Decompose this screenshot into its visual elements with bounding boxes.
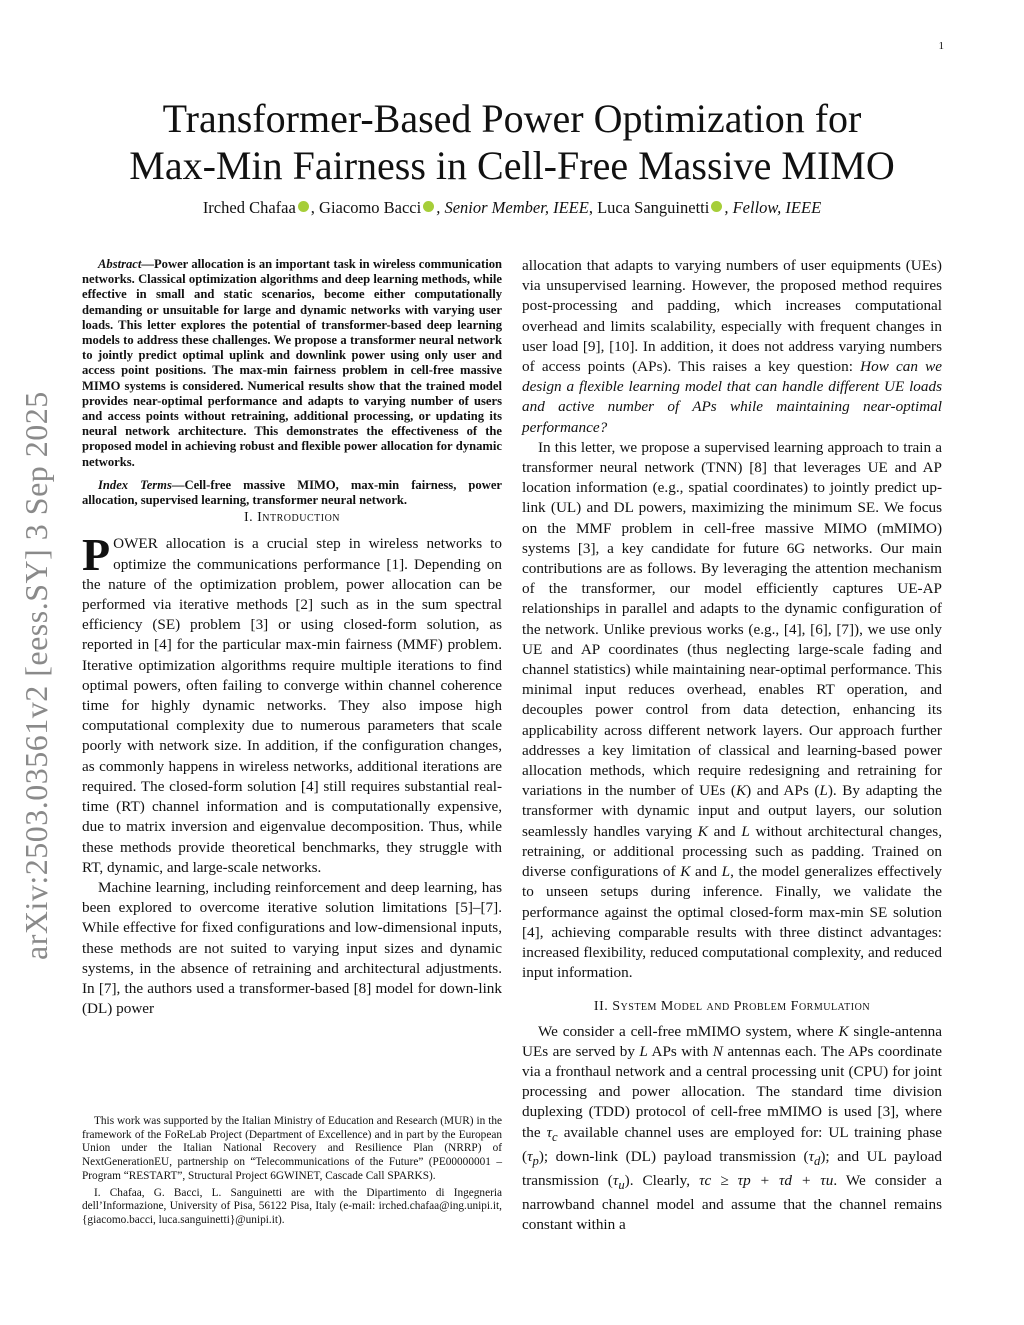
orcid-icon[interactable] bbox=[711, 201, 722, 212]
math-tau: τ bbox=[546, 1123, 553, 1141]
contrib-text-c: ). By adapting the transformer with dynamic input and output layers, our solution seamlessly handles varying bbox=[522, 782, 943, 840]
index-terms bbox=[82, 478, 502, 508]
sm-text-e: available channel uses are employed for: UL training phase ( bbox=[522, 1123, 942, 1165]
math-L: L bbox=[721, 863, 731, 881]
sm-text-b: single-antenna UEs are served by bbox=[522, 1022, 942, 1060]
sm-text-h: ). Clearly, bbox=[624, 1172, 700, 1189]
abstract bbox=[82, 257, 502, 470]
footnote-funding: This work was supported by the Italian Ministry of Education and Research (MUR) in the framework of the FoReLab Project (Department of Excellence) and in part by the European Union under the Italian National Recovery and Resilience Plan (NRRP) of NextGenerationEU, partnership on “Telecommunications of the Future” (PE00000001 – Program “RESTART”, Structural Project 6GWINET, Cascade Call SPARKS). bbox=[82, 1115, 502, 1182]
math-sub: c bbox=[552, 1129, 558, 1144]
math-tau: τ bbox=[808, 1147, 815, 1165]
author-2-role: , Senior Member, IEEE bbox=[436, 198, 589, 217]
sm-text-a: We consider a cell-free mMIMO system, where bbox=[538, 1022, 839, 1040]
section-1-heading: I. Introduction bbox=[243, 510, 341, 526]
math-sub: u bbox=[618, 1178, 625, 1193]
contrib-text-e: without architectural changes, retraining, or additional processing such as padding. Trained on diverse configurations of bbox=[522, 822, 942, 881]
intro-paragraph-1 bbox=[82, 529, 502, 877]
section-2-heading: II. System Model and Problem Formulation bbox=[593, 999, 871, 1015]
contrib-text-g: , the model generalizes effectively to unseen setups during inference. Finally, we validate the performance against the optimal closed-form max-min SE solution [4], achieving comparable results with three distinct advantages: increased flexibility, reduced computational complexity, and reduced input information. bbox=[522, 863, 943, 982]
footnotes bbox=[82, 1115, 502, 1228]
contrib-text-b: ) and APs ( bbox=[746, 782, 820, 800]
contrib-text-f: and bbox=[690, 863, 722, 881]
sm-text-c: APs with bbox=[647, 1042, 713, 1060]
math-sub: p bbox=[532, 1153, 539, 1168]
author-3-role: , Fellow, IEEE bbox=[724, 198, 822, 217]
left-column bbox=[82, 257, 502, 1019]
paper-title bbox=[60, 95, 964, 189]
system-model-paragraph bbox=[522, 1022, 942, 1236]
sm-text-f: ); down-link (DL) payload transmission ( bbox=[538, 1147, 809, 1165]
arxiv-watermark: arXiv:2503.03561v2 [eess.SY] 3 Sep 2025 bbox=[18, 391, 54, 960]
right-paragraph-1 bbox=[522, 256, 942, 438]
math-N: N bbox=[712, 1042, 723, 1060]
page-number: 1 bbox=[938, 40, 944, 52]
author-1: Irched Chafaa bbox=[202, 198, 296, 217]
right-p1-text: allocation that adapts to varying numbers of user equipments (UEs) via unsupervised learning. However, the proposed method requires post-processing and padding, which increases computational overhead and limits scalability, especially with frequent changes in user load [9], [10]. In addition, it does not address varying numbers of access points (APs). This raises a key question: bbox=[522, 257, 942, 376]
math-L: L bbox=[639, 1042, 648, 1060]
abstract-text: —Power allocation is an important task in wireless communication networks. Classical optimization algorithms and deep learning methods, while effective in small and static scenarios, become either computationally demanding or unsuitable for large and dynamic networks with varying user loads. This letter explores the potential of transformer-based deep learning models to address these challenges. We propose a transformer neural network to jointly predict optimal uplink and downlink power using only user and access point positions. The max-min fairness problem in cell-free massive MIMO systems is considered. Numerical results show that the trained model provides near-optimal performance and adapts to varying number of users and access points without retraining, additional processing, or updating its neural network architecture. This demonstrates the effectiveness of the proposed model in achieving robust and flexible power allocation for dynamic networks. bbox=[82, 257, 502, 469]
key-question: How can we design a flexible learning model that can handle different UE loads and active number of APs while maintaining near-optimal performance? bbox=[522, 358, 943, 436]
index-terms-label: Index Terms bbox=[98, 477, 172, 492]
sm-text-g: ); and UL payload transmission ( bbox=[522, 1147, 942, 1189]
math-sub: d bbox=[814, 1153, 821, 1168]
contrib-text-d: and bbox=[707, 822, 742, 840]
author-3: , Luca Sanguinetti bbox=[588, 198, 710, 217]
contrib-text-a: In this letter, we propose a supervised learning approach to train a transformer neural network (TNN) [8] that leverages UE and AP location information (e.g., spatial coordinates) to jointly predict up-link (UL) and DL powers, maximizing the minimum SE. We focus on the MMF problem in cell-free massive MIMO (mMIMO) systems [3], a key candidate for future 6G networks. Our main contributions are as follows. By leveraging the attention mechanism of the transformer, our model efficiently captures UE-AP relationships in parallel and adapts to the dynamic configuration of the network. Unlike previous works (e.g., [4], [6], [7]), we use only UE and AP coordinates (thus neglecting large-scale fading and channel statistics) while maintaining near-optimal performance. This minimal input reduces overhead, enables RT operation, and decouples power control from data detection, enhancing its applicability across different network layers. Our approach further addresses a key limitation of classical and learning-based power allocation methods, which require redesigning and retraining for variations in the number of UEs ( bbox=[522, 438, 942, 800]
math-tau: τ bbox=[612, 1172, 619, 1189]
index-terms-text: —Cell-free massive MIMO, max-min fairness, power allocation, supervised learning, transformer neural network. bbox=[82, 477, 502, 508]
math-inequality: τc ≥ τp + τd + τu bbox=[699, 1172, 834, 1189]
author-2: , Giacomo Bacci bbox=[310, 198, 422, 217]
intro-p1-text: OWER allocation is a crucial step in wireless networks to optimize the communications performance [1]. Depending on the nature of the optimization problem, power allocation can be performed via iterative methods [2] such as in the sum spectral efficiency (SE) problem [3] or using closed-form solution, as reported in [4] for the particular max-min fairness (MMF) problem. Iterative optimization algorithms require multiple iterations to find optimal powers, often failing to converge within channel coherence time for highly dynamic networks. They also impose high computational complexity due to numerous parameters that scale poorly with network size. In addition, if the configuration changes, as commonly happens in wireless networks, additional iterations are required. The closed-form solution [4] still requires substantial real-time (RT) channel information and is computationally expensive, due to matrix inversion and eigenvalue decomposition. Thus, while these methods provide theoretical benchmarks, they struggle with RT, dynamic, and large-scale networks. bbox=[82, 535, 502, 876]
orcid-icon[interactable] bbox=[298, 201, 309, 212]
title-line-2: Max-Min Fairness in Cell-Free Massive MIMO bbox=[129, 143, 895, 188]
math-K: K bbox=[680, 863, 691, 881]
math-K: K bbox=[838, 1022, 849, 1040]
math-tau: τ bbox=[527, 1147, 533, 1165]
orcid-icon[interactable] bbox=[423, 201, 434, 212]
math-K: K bbox=[735, 782, 747, 800]
math-L: L bbox=[819, 782, 828, 800]
drop-cap: P bbox=[82, 529, 111, 581]
sm-text-i: . We consider a narrowband channel model and assume that the channel remains constant within a bbox=[522, 1172, 942, 1234]
math-L: L bbox=[741, 822, 750, 840]
intro-paragraph-2: Machine learning, including reinforcement and deep learning, has been explored to overcome iterative solution limitations [5]–[7]. While effective for fixed configurations and low-dimensional inputs, these methods are not suited to varying input sizes and dynamic systems, in the absence of retraining and architectural adjustments. In [7], the authors used a transformer-based [8] model for down-link (DL) power bbox=[82, 878, 502, 1018]
contributions-paragraph bbox=[522, 438, 942, 983]
sm-text-d: antennas each. The APs coordinate via a fronthaul network and a central processing unit (CPU) for joint processing and power allocation. The standard time division duplexing (TDD) protocol of cell-free mMIMO is used [3], where the bbox=[522, 1042, 942, 1141]
title-line-1: Transformer-Based Power Optimization for bbox=[162, 96, 862, 141]
math-K: K bbox=[697, 822, 708, 840]
footnote-affiliation: I. Chafaa, G. Bacci, L. Sanguinetti are with the Dipartimento di Ingegneria dell’Informazione, University of Pisa, 56122 Pisa, Italy (e-mail: irched.chafaa@ing.unipi.it, {giacomo.bacci, luca.sanguinetti}@unipi.it). bbox=[82, 1186, 502, 1226]
author-list bbox=[60, 198, 964, 218]
abstract-label: Abstract bbox=[98, 257, 142, 271]
right-column bbox=[522, 256, 942, 1236]
